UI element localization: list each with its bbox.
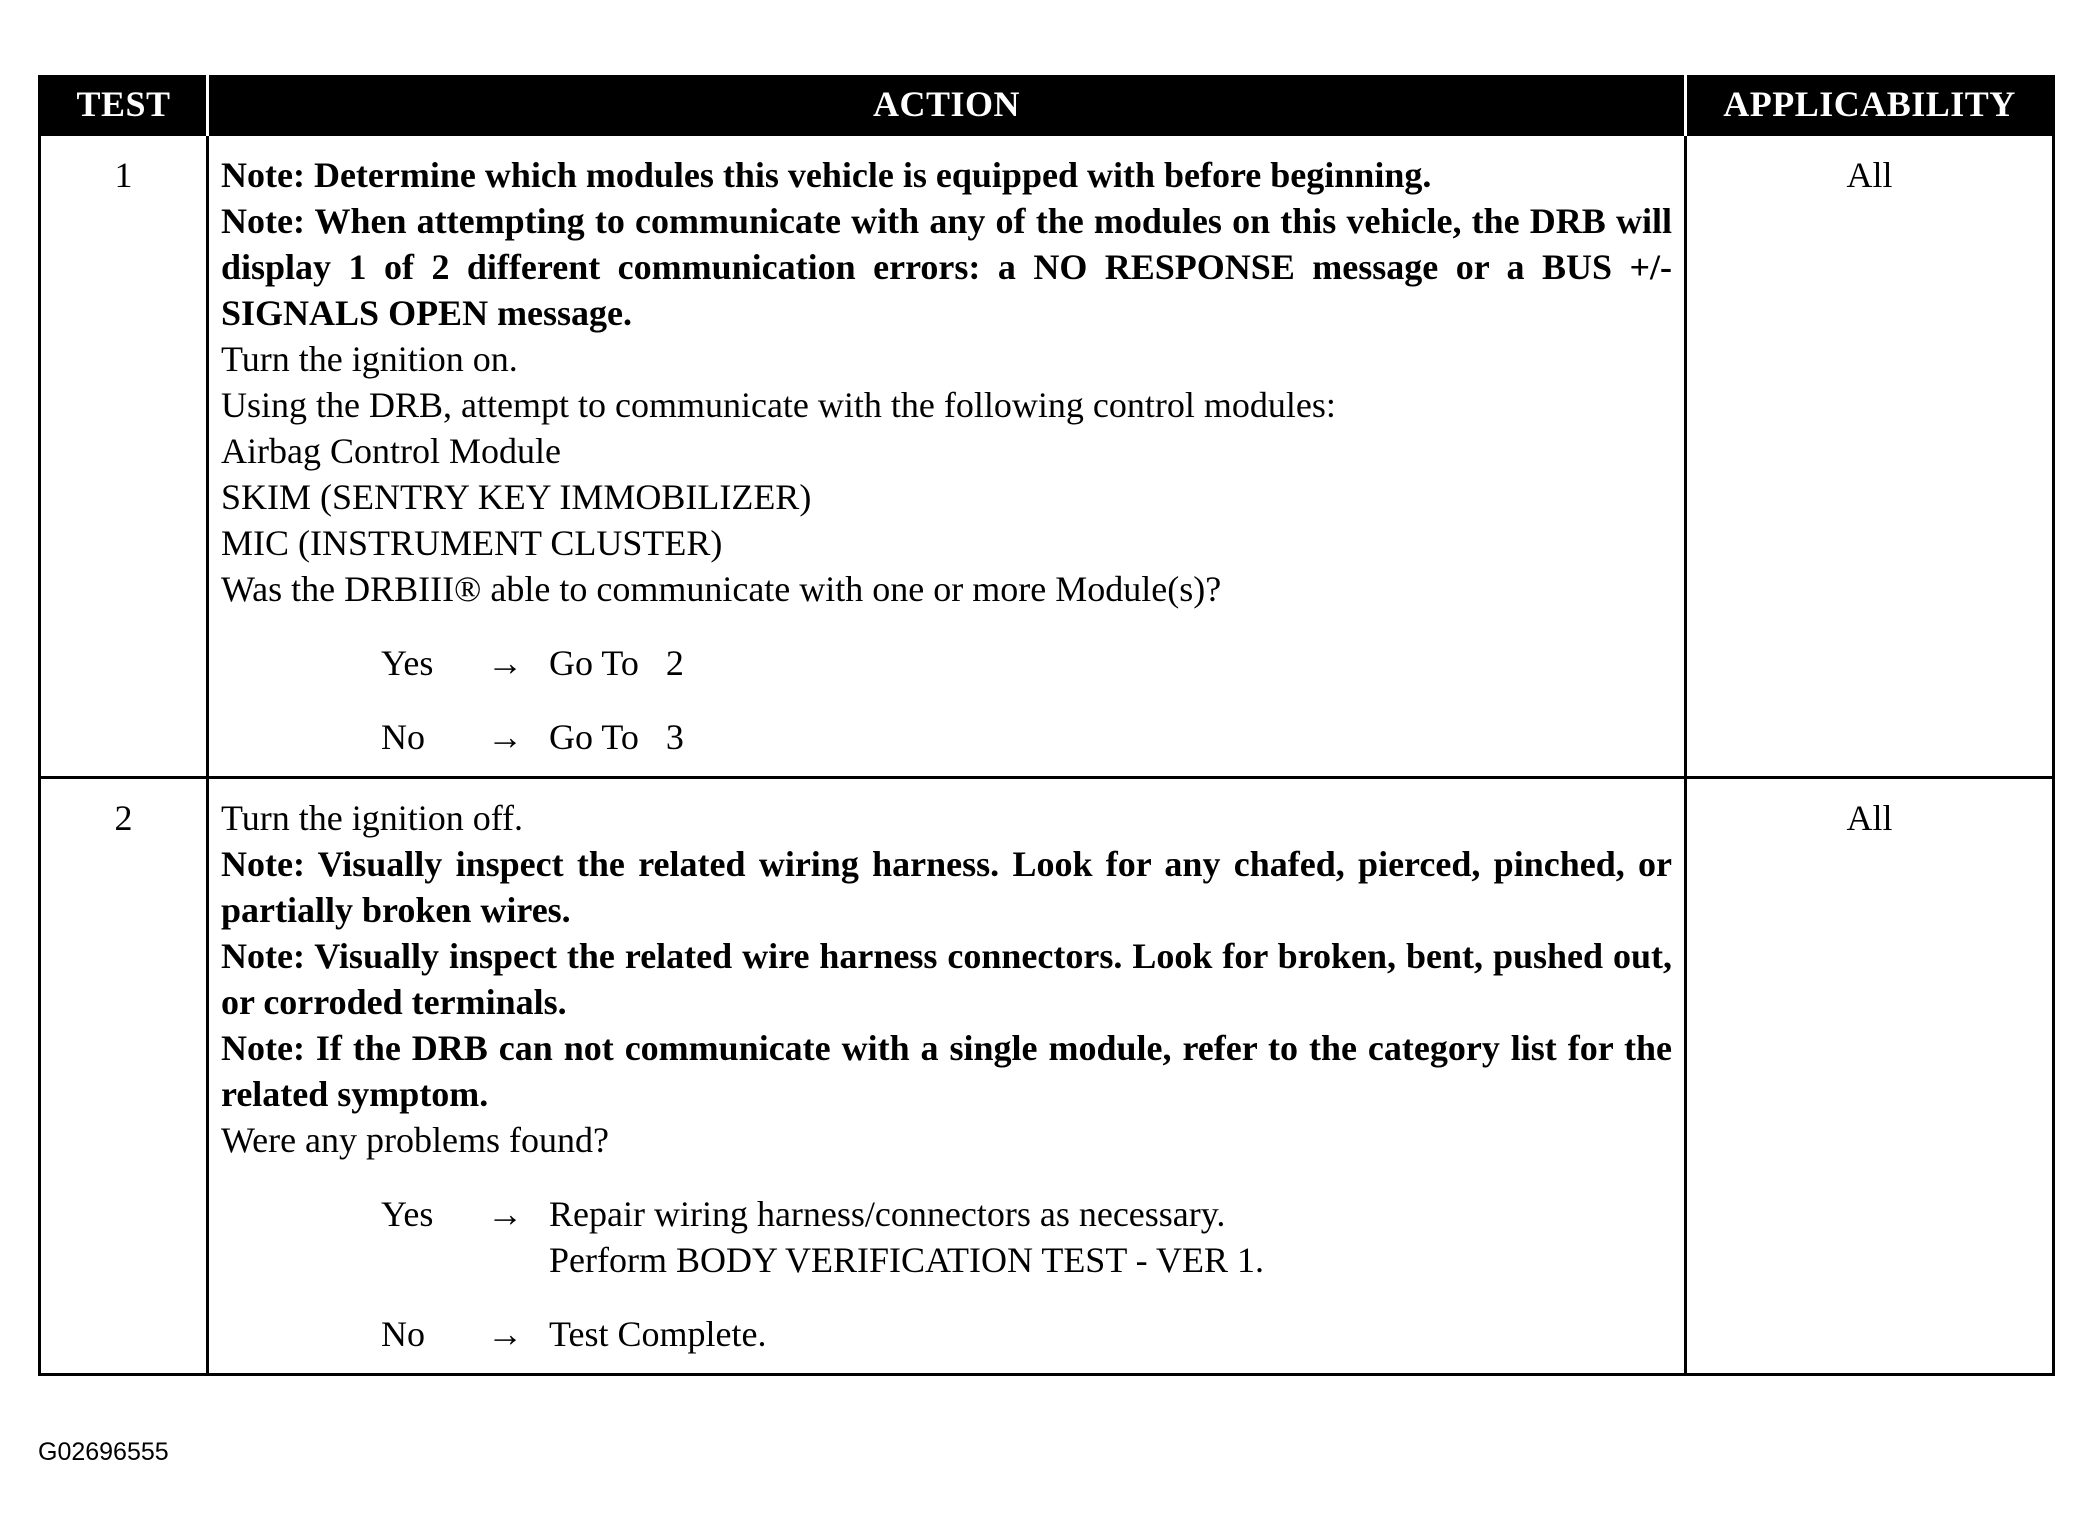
action-note: Note: If the DRB can not communicate with a single module, refer to the category list for the related symptom. bbox=[221, 1028, 1672, 1114]
figure-id: G02696555 bbox=[38, 1438, 169, 1466]
result-list bbox=[381, 1191, 1672, 1357]
action-question: Was the DRBIII® able to communicate with one or more Module(s)? bbox=[221, 569, 1222, 609]
test-number: 2 bbox=[40, 778, 208, 1375]
result-target-line: Perform BODY VERIFICATION TEST - VER 1. bbox=[549, 1240, 1265, 1280]
right-arrow-icon: → bbox=[487, 643, 523, 683]
result-target bbox=[549, 640, 1672, 686]
right-arrow-icon: → bbox=[487, 1194, 523, 1234]
result-target-line: Go To 3 bbox=[549, 717, 684, 757]
result-target-line: Repair wiring harness/connectors as necessary. bbox=[549, 1194, 1226, 1234]
table-body bbox=[40, 135, 2054, 1375]
result-label: No bbox=[381, 1314, 425, 1354]
action-step: SKIM (SENTRY KEY IMMOBILIZER) bbox=[221, 477, 812, 517]
action-step: MIC (INSTRUMENT CLUSTER) bbox=[221, 523, 723, 563]
action-step: Using the DRB, attempt to communicate with the following control modules: bbox=[221, 385, 1336, 425]
result-label: Yes bbox=[381, 643, 434, 683]
header-test: TEST bbox=[40, 75, 208, 135]
result-target bbox=[549, 1311, 1672, 1357]
applicability-value: All bbox=[1686, 778, 2054, 1375]
result-yes bbox=[381, 1191, 1672, 1283]
action-note: Note: Visually inspect the related wiring harness. Look for any chafed, pierced, pinched, or partially broken wires. bbox=[221, 844, 1672, 930]
action-note: Note: Visually inspect the related wire harness connectors. Look for broken, bent, pushed out, or corroded terminals. bbox=[221, 936, 1672, 1022]
result-target-line: Go To 2 bbox=[549, 643, 684, 683]
result-list bbox=[381, 640, 1672, 760]
table-header bbox=[40, 75, 2054, 135]
action-note: Note: Determine which modules this vehicle is equipped with before beginning. bbox=[221, 155, 1432, 195]
action-cell bbox=[208, 135, 1686, 778]
result-target bbox=[549, 714, 1672, 760]
right-arrow-icon: → bbox=[487, 1314, 523, 1354]
result-no bbox=[381, 714, 1672, 760]
table-row bbox=[40, 135, 2054, 778]
action-step: Turn the ignition on. bbox=[221, 339, 518, 379]
result-no bbox=[381, 1311, 1672, 1357]
result-target bbox=[549, 1191, 1672, 1283]
header-action: ACTION bbox=[208, 75, 1686, 135]
result-target-line: Test Complete. bbox=[549, 1314, 767, 1354]
result-label: Yes bbox=[381, 1194, 434, 1234]
action-cell bbox=[208, 778, 1686, 1375]
diagnostic-test-table bbox=[38, 75, 2055, 1376]
action-step: Turn the ignition off. bbox=[221, 798, 524, 838]
action-note: Note: When attempting to communicate with any of the modules on this vehicle, the DRB will display 1 of 2 different communication errors: a NO RESPONSE message or a BUS +/- SIGNALS OPEN message. bbox=[221, 201, 1672, 333]
result-yes bbox=[381, 640, 1672, 686]
action-step: Airbag Control Module bbox=[221, 431, 561, 471]
table-row bbox=[40, 778, 2054, 1375]
header-applicability: APPLICABILITY bbox=[1686, 75, 2054, 135]
action-question: Were any problems found? bbox=[221, 1120, 609, 1160]
right-arrow-icon: → bbox=[487, 717, 523, 757]
applicability-value: All bbox=[1686, 135, 2054, 778]
test-number: 1 bbox=[40, 135, 208, 778]
result-label: No bbox=[381, 717, 425, 757]
